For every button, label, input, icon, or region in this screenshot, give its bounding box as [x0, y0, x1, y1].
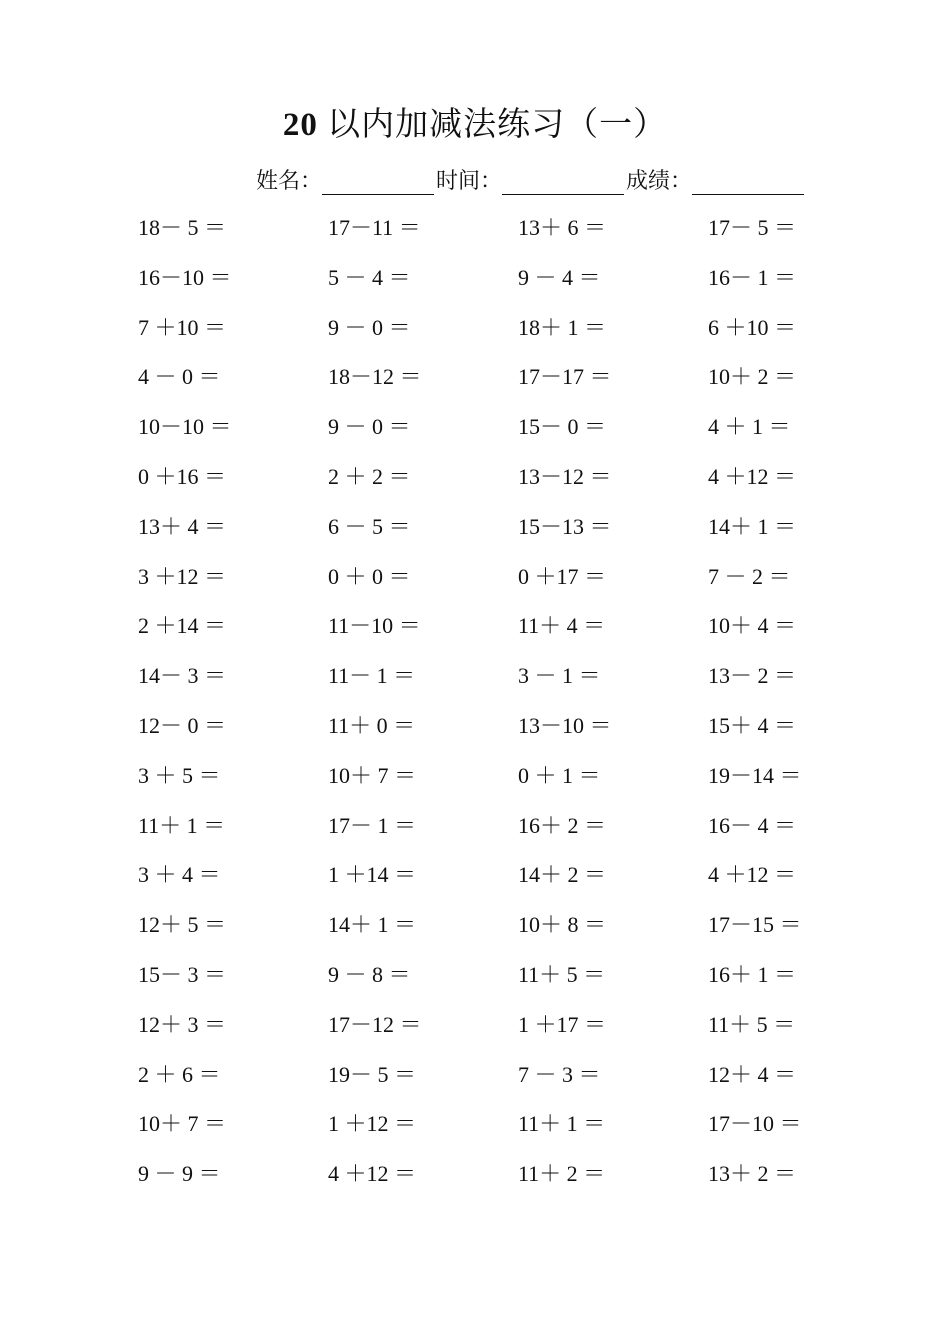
problem-item: 0 ＋17 ＝ — [518, 563, 607, 589]
title-text: 以内加减法练习（一） — [327, 107, 668, 143]
page-title — [0, 98, 950, 145]
problem-item: 1 ＋14 ＝ — [328, 862, 417, 888]
problem-item: 17－10 ＝ — [708, 1111, 802, 1137]
problem-item: 10＋ 4 ＝ — [708, 613, 797, 639]
problem-item: 7 ＋10 ＝ — [138, 314, 227, 340]
problem-item: 18＋ 1 ＝ — [518, 314, 607, 340]
problem-item: 17－ 5 ＝ — [708, 215, 797, 240]
problem-item: 16－ 4 ＝ — [708, 812, 797, 838]
problem-item: 15－13 ＝ — [518, 513, 612, 539]
problem-item: 17－15 ＝ — [708, 912, 802, 938]
problem-item: 16－10 ＝ — [138, 264, 232, 290]
problem-item: 11＋ 0 ＝ — [328, 712, 416, 738]
problem-item: 13－10 ＝ — [518, 712, 612, 738]
problem-item: 10－10 ＝ — [138, 414, 232, 440]
problem-item: 11－ 1 ＝ — [328, 663, 416, 689]
problem-item: 4 ＋12 ＝ — [328, 1161, 417, 1187]
problem-item: 13－ 2 ＝ — [708, 663, 797, 689]
problem-item: 14＋ 1 ＝ — [328, 912, 417, 938]
problem-item: 5 － 4 ＝ — [328, 264, 411, 290]
problem-item: 6 ＋10 ＝ — [708, 314, 797, 340]
problem-item: 14＋ 2 ＝ — [518, 862, 607, 888]
problem-item: 9 － 8 ＝ — [328, 961, 411, 987]
title-number: 20 — [282, 107, 318, 143]
problem-item: 11＋ 5 ＝ — [518, 961, 606, 987]
problem-item: 11＋ 1 ＝ — [518, 1111, 606, 1137]
problem-item: 3 ＋12 ＝ — [138, 563, 227, 589]
problem-item: 9 － 0 ＝ — [328, 314, 411, 340]
problem-item: 10＋ 2 ＝ — [708, 364, 797, 390]
problem-item: 9 － 0 ＝ — [328, 414, 411, 440]
problem-item: 13＋ 2 ＝ — [708, 1161, 797, 1187]
problem-item: 7 － 3 ＝ — [518, 1061, 601, 1087]
problem-item: 17－ 1 ＝ — [328, 812, 417, 838]
problem-item: 11＋ 2 ＝ — [518, 1161, 606, 1187]
problem-item: 4 ＋12 ＝ — [708, 463, 797, 489]
problem-item: 11－10 ＝ — [328, 613, 421, 639]
problem-item: 12＋ 3 ＝ — [138, 1011, 227, 1037]
student-info-row — [256, 164, 806, 195]
problem-item: 0 ＋ 1 ＝ — [518, 762, 601, 788]
problem-item: 17－12 ＝ — [328, 1011, 422, 1037]
problem-item: 4 ＋ 1 ＝ — [708, 414, 791, 440]
problem-item: 14＋ 1 ＝ — [708, 513, 797, 539]
score-label: 成绩： — [626, 168, 693, 193]
problem-item: 1 ＋12 ＝ — [328, 1111, 417, 1137]
problem-item: 2 ＋ 2 ＝ — [328, 463, 411, 489]
problem-item: 12－ 0 ＝ — [138, 712, 227, 738]
score-blank[interactable] — [692, 168, 804, 195]
problem-item: 12＋ 4 ＝ — [708, 1061, 797, 1087]
problem-item: 10＋ 7 ＝ — [328, 762, 417, 788]
problem-item: 4 ＋12 ＝ — [708, 862, 797, 888]
problem-item: 18－12 ＝ — [328, 364, 422, 390]
problem-item: 15－ 3 ＝ — [138, 961, 227, 987]
problem-item: 16－ 1 ＝ — [708, 264, 797, 290]
problem-item: 11＋ 1 ＝ — [138, 812, 226, 838]
problem-item: 3 ＋ 5 ＝ — [138, 762, 221, 788]
problem-item: 2 ＋14 ＝ — [138, 613, 227, 639]
problem-item: 2 ＋ 6 ＝ — [138, 1061, 221, 1087]
problem-item: 1 ＋17 ＝ — [518, 1011, 607, 1037]
problem-grid — [138, 208, 848, 1204]
problem-item: 10＋ 8 ＝ — [518, 912, 607, 938]
problem-item: 19－14 ＝ — [708, 762, 802, 788]
problem-item: 15－ 0 ＝ — [518, 414, 607, 440]
problem-item: 6 － 5 ＝ — [328, 513, 411, 539]
problem-item: 16＋ 2 ＝ — [518, 812, 607, 838]
problem-item: 11＋ 5 ＝ — [708, 1011, 796, 1037]
problem-item: 14－ 3 ＝ — [138, 663, 227, 689]
problem-item: 0 ＋16 ＝ — [138, 463, 227, 489]
problem-item: 9 － 4 ＝ — [518, 264, 601, 290]
time-blank[interactable] — [502, 168, 624, 195]
problem-item: 16＋ 1 ＝ — [708, 961, 797, 987]
problem-item: 15＋ 4 ＝ — [708, 712, 797, 738]
problem-item: 13＋ 6 ＝ — [518, 215, 607, 240]
problem-item: 19－ 5 ＝ — [328, 1061, 417, 1087]
problem-item: 3 － 1 ＝ — [518, 663, 601, 689]
problem-item: 9 － 9 ＝ — [138, 1161, 221, 1187]
name-blank[interactable] — [322, 168, 434, 195]
problem-item: 10＋ 7 ＝ — [138, 1111, 227, 1137]
problem-item: 4 － 0 ＝ — [138, 364, 221, 390]
problem-item: 18－ 5 ＝ — [138, 215, 227, 240]
problem-item: 12＋ 5 ＝ — [138, 912, 227, 938]
problem-item: 17－11 ＝ — [328, 215, 421, 240]
problem-item: 0 ＋ 0 ＝ — [328, 563, 411, 589]
problem-item: 3 ＋ 4 ＝ — [138, 862, 221, 888]
time-label: 时间： — [436, 168, 503, 193]
problem-item: 11＋ 4 ＝ — [518, 613, 606, 639]
problem-item: 7 － 2 ＝ — [708, 563, 791, 589]
problem-item: 13－12 ＝ — [518, 463, 612, 489]
name-label: 姓名： — [256, 168, 323, 193]
problem-item: 13＋ 4 ＝ — [138, 513, 227, 539]
problem-item: 17－17 ＝ — [518, 364, 612, 390]
